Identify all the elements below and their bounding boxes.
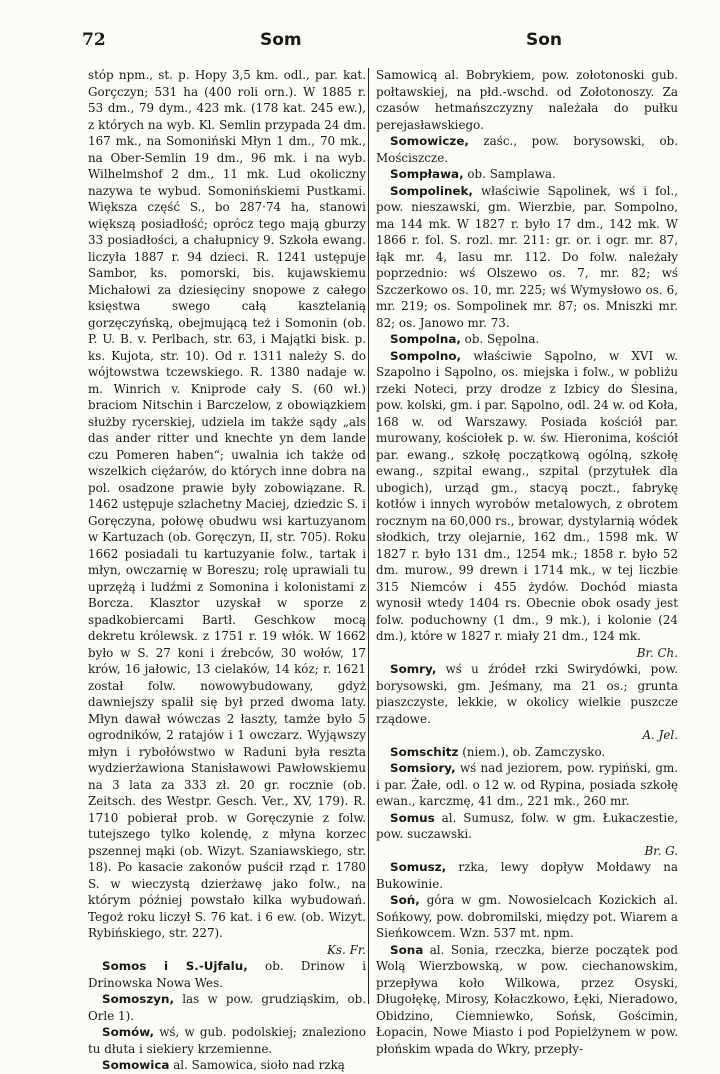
entry-headword: Sompolna, xyxy=(390,332,461,346)
entry-signature: Br. G. xyxy=(644,843,678,858)
entry-headword: Sompława, xyxy=(390,167,464,181)
entry-text: wś u źródeł rzki Swirydówki, pow. borysowski, gm. Jeśmany, ma 21 os.; grunta piaszczyste, lekkie, w okolicy wielkie puszcze rządowe. xyxy=(376,662,678,726)
entry-signature: Br. Ch. xyxy=(636,645,678,660)
entry-headword: Somry, xyxy=(390,662,437,676)
page-number: 72 xyxy=(82,30,106,50)
dictionary-entry xyxy=(376,133,678,166)
entry-text: ob. Drinow i Drinowska Nowa Wes. xyxy=(88,959,366,990)
entry-headword: Somowica xyxy=(102,1058,170,1072)
entry-text: rzka, lewy dopływ Mołdawy na Bukowinie. xyxy=(376,860,678,891)
entry-headword: Somus xyxy=(390,810,435,825)
entry-headword: Somsiory, xyxy=(390,761,456,775)
entry-text: góra w gm. Nowosielcach Kozickich al. Sońkowy, pow. dobromilski, między pot. Wiarem a Sieńkowcem. Wzn. 537 mt. npm. xyxy=(376,893,679,940)
dictionary-entry xyxy=(88,1024,366,1057)
entry-text: las w pow. grudziąskim, ob. Orle 1). xyxy=(88,992,367,1023)
dictionary-entry xyxy=(376,67,678,133)
dictionary-entry xyxy=(376,942,678,1058)
entry-text: ob. Samplawa. xyxy=(467,167,556,181)
entry-text: ob. Sępolna. xyxy=(464,332,540,346)
entry-headword: Somów, xyxy=(102,1025,155,1039)
dictionary-entry xyxy=(376,661,678,744)
entry-text: wś, w gub. podolskiej; znaleziono tu dłuta i siekiery krzemienne. xyxy=(88,1025,366,1056)
entry-signature: A. Jel. xyxy=(642,728,678,742)
running-head-left: Som xyxy=(260,30,302,50)
dictionary-entry xyxy=(88,1057,366,1074)
running-header xyxy=(82,30,692,58)
dictionary-entry xyxy=(376,760,678,810)
dictionary-entry xyxy=(88,67,366,958)
entry-text: zaśc., pow. borysowski, ob. Mościszcze. xyxy=(376,134,678,165)
dictionary-entry xyxy=(376,744,678,761)
column-divider xyxy=(368,68,369,1004)
entry-text: al. Sumusz, folw. w gm. Łukaczestie, pow. suczawski. xyxy=(376,810,679,841)
dictionary-entry xyxy=(88,958,366,991)
entry-headword: Somos i S.-Ujfalu, xyxy=(102,959,248,973)
dictionary-entry xyxy=(376,166,678,183)
entry-headword: Sompolinek, xyxy=(390,183,473,198)
entry-headword: Soń, xyxy=(390,893,420,907)
entry-text: właściwie Sąpolinek, wś i fol., pow. nieszawski, gm. Wierzbie, par. Sompolno, ma 144 mk. W 1827 r. było 17 dm., 142 mk. W 1866 r. fol. S. rozl. mr. 211: gr. or. i ogr. mr. 87, łąk mr. 4, lasu mr. 112. Do folw. należały poprzednio: wś Olszewo os. 7, mr. 82; wś Szczerkowo os. 10, mr. 225; wś Wymysłowo os. 6, mr. 219; os. Sompolinek mr. 87; os. Mniszki mr. 82; os. Janowo mr. 73. xyxy=(376,183,678,330)
dictionary-entry xyxy=(376,859,678,892)
entry-text: al. Samowica, sioło nad rzką xyxy=(173,1058,345,1072)
entry-headword: Somusz, xyxy=(390,860,447,874)
entry-text: wś nad jeziorem, pow. rypiński, gm. i par. Żałe, odl. o 12 w. od Rypina, posiada szkołę ewan., karczmę, 41 dm., 221 mk., 260 mr. xyxy=(376,761,678,808)
entry-text: stóp npm., st. p. Hopy 3,5 km. odl., par. kat. Gorçczyn; 531 ha (400 roli orn.). W 1885 r. 53 dm., 79 dym., 423 mk. (178 kat. 245 ew.), z których na wyb. Kl. Semlin przypada 24 dm. 167 mk., na Somoniński Młyn 1 dm., 70 mk., na Ober-Semlin 19 dm., 96 mk. i na wyb. Wilhelmshof 2 dm., 11 mk. Lud okoliczny nazywa te wybud. Somonińskiemi Pustkami. Większa część S., bo 287·74 ha, stanowi większą posiadłość; oprócz tego mają gburzy 33 posiadłości, a chałupnicy 9. Szkoła ewang. liczyła 1887 r. 94 dzieci. R. 1241 ustępuje Sambor, ks. pomorski, bis. kujawskiemu Michałowi za dziesięciny snopowe z całego księstwa swego całą kasztelanią gorzęczyńską, obejmującą też i Somonin (ob. P. U. B. v. Perlbach, str. 63, i Majątki bisk. p. ks. Kujota, str. 10). Od r. 1311 należy S. do wójtowstwa tczewskiego. R. 1380 nadaje w. m. Winrich v. Kniprode cały S. (60 wł.) braciom Nitschin i Barczelow, z obowiązkiem służby rycerskiej, udziela im także sądy „als das ander ritter und knechte yn dem lande czu Pomeren haben“; uwalnia ich także od wszelkich ciężarów, do których inne dobra na pol. osadzone prawie były zobowiązane. R. 1462 ustępuje szlachetny Maciej, dziedzic S. i Goręczyna, połowę obudwu wsi kartuzyanom w Kartuzach (ob. Goręczyn, II, str. 705). Roku 1662 posiadali tu kartuzyanie folw., tartak i młyn, owczarnię w Boreszu; rolę uprawiali tu uprzężą i ludźmi z Somonina i kolonistami z Borcza. Klasztor uzyskał w sporze z spadkobiercami Bartł. Geschkow mocą dekretu królewsk. z 1751 r. 19 włók. W 1662 było w S. 27 koni i źrebców, 30 wołów, 17 krów, 16 jałowic, 13 cielaków, 14 kóz; r. 1621 został folw. nowowybudowany, gdyż dawniejszy spalił się był przed dwoma laty. Młyn dawał wówczas 2 łaszty, tamże było 5 ogrodników, 2 ratajów i 1 owczarz. Wyjąwszy młyn i rybołówstwo w Raduni była reszta wydzierżawiona Stanisławowi Pawłowskiemu na 3 lata za 333 zł. 20 gr. rocznie (ob. Zeitsch. des Westpr. Gesch. Ver., XV, 179). R. 1710 pobierał prob. w Goręczynie z folw. tutejszego tylko kolendę, z młyna korzec pszennej mąki (ob. Wizyt. Szaniawskiego, str. 18). Po kasacie zakonów puścił rząd r. 1780 S. w wieczystą dzierżawę jako folw., na którym później powstało kilka wybudowań. Tegoż roku liczył S. 76 kat. i 6 ew. (ob. Wizyt. Rybińskiego, str. 227). xyxy=(88,68,366,940)
entry-text: Samowicą al. Bobrykiem, pow. zołotonoski gub. połtawskiej, na płd.-wschd. od Zołotonoszy. Za czasów hetmańszczyzny należała do pułku perejasławskiego. xyxy=(376,68,678,132)
entry-headword: Somowicze, xyxy=(390,134,469,148)
entry-text: (niem.), ob. Zamczysko. xyxy=(462,744,606,759)
entry-text: al. Sonia, rzeczka, bierze początek pod Wolą Wierzbowską, w pow. ciechanowskim, przepływa koło Wilkowa, przez Osyski, Długołękę, Mirosy, Kołaczkowo, Łęki, Nieradowo, Obidzino, Ciemniewko, Sońsk, Gościmin, Łopacin, Nowe Miasto i pod Popielżynem w pow. płońskim wpada do Wkry, przepły- xyxy=(376,942,679,1056)
dictionary-entry xyxy=(376,892,678,942)
dictionary-entry xyxy=(376,183,678,332)
entry-headword: Somschitz xyxy=(390,744,459,759)
entry-signature: Ks. Fr. xyxy=(327,942,366,957)
entry-headword: Sona xyxy=(390,942,424,957)
entry-text: właściwie Sąpolno, w XVI w. Szapolno i Sąpolno, os. miejska i folw., w pobliżu rzeki Noteci, przy drodze z Izbicy do Ślesina, pow. kolski, gm. i par. Sąpolno, odl. 24 w. od Koła, 168 w. od Warszawy. Posiada kościół par. murowany, kościołek p. w. św. Hieronima, kościół par. ewang., szkołę początkową ogólną, szkołę ewang., szpital ewang., szpital (przytułek dla ubogich), urząd gm., stacyą poczt., fabrykę kotłów i innych wyrobów metalowych, z obrotem rocznym na 60,000 rs., browar, dystylarnią wódek słodkich, trzy olejarnie, 162 dm., 1598 mk. W 1827 r. było 131 dm., 1254 mk.; 1858 r. było 52 dm. murow., 99 drewn i 1714 mk., w tej liczbie 315 Niemców i 455 żydów. Dochód miasta wynosił wtedy 1404 rs. Obecnie obok osady jest folw. poduchowny (1 dm., 9 mk.), i kolonie (24 dm.), które w 1827 r. miały 21 dm., 124 mk. xyxy=(376,348,679,643)
dictionary-entry xyxy=(88,991,366,1024)
entry-headword: Sompolno, xyxy=(390,348,462,363)
entry-headword: Somoszyn, xyxy=(102,992,175,1006)
right-column xyxy=(372,67,679,1056)
running-head-right: Son xyxy=(526,30,563,50)
left-column xyxy=(88,67,367,1072)
dictionary-entry xyxy=(376,810,678,860)
dictionary-entry xyxy=(376,331,678,348)
dictionary-entry xyxy=(376,348,678,662)
